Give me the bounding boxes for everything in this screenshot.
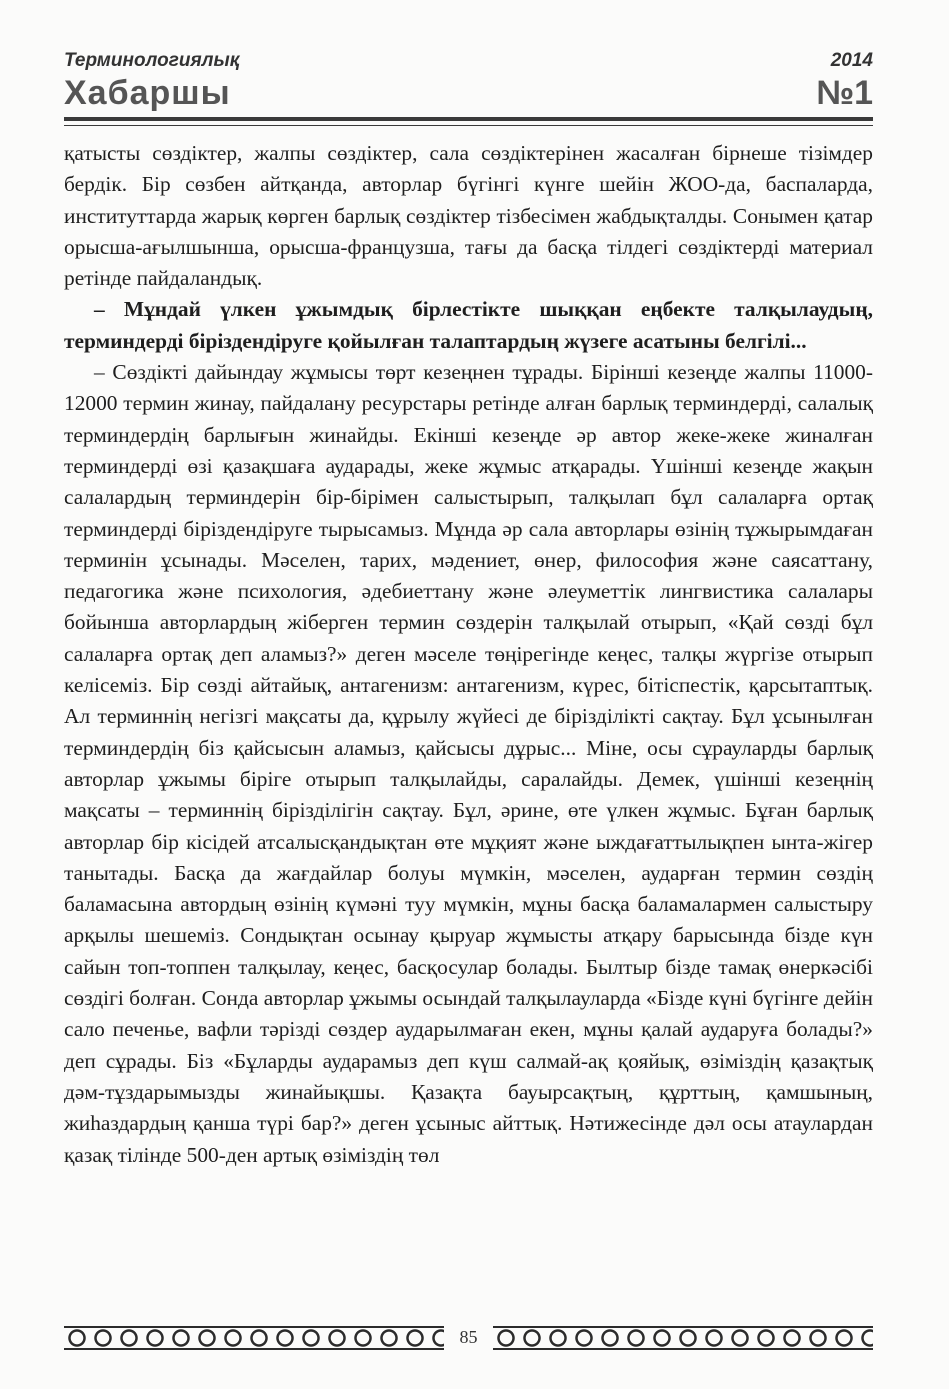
issue-number: №1 [816,74,873,112]
footer-ornament-left [64,1325,444,1351]
footer-ornament-right [493,1325,873,1351]
paragraph-question: – Мұндай үлкен ұжымдық бірлестікте шыққан еңбекте талқылаудың, терминдерді біріздендіруге қойылған талаптардың жүзеге асатыны белгілі... [64,297,873,353]
journal-title-line1: Терминологиялық [64,50,240,71]
journal-title-line2: Хабаршы [64,74,231,112]
header-rule-thin [64,125,873,126]
page-footer [64,1325,873,1351]
article-body [64,138,873,1171]
header-rule-thick [64,117,873,121]
page-header [64,44,873,124]
paragraph-answer: – Сөздікті дайындау жұмысы төрт кезеңнен тұрады. Бірінші кезеңде жалпы 11000-12000 термин жинау, пайдалану ресурстары ретінде алған барлық терминдерді, салалық терминдердің барлығын жинайды. Екінші кезеңде әр автор жеке-жеке жиналған терминдерді өзі қазақшаға аударады, жеке жұмыс атқарады. Үшінші кезеңде жақын салалардың терминдерін бір-бірімен салыстырып, талқылап бұл салаларға ортақ терминдерді біріздендіруге тырысамыз. Мұнда әр сала авторлары өзінің тұжырымдаған терминін ұсынады. Мәселен, тарих, мәдениет, өнер, философия және саясаттану, педагогика және психология, әдебиеттану және әлеуметтік лингвистика салалары бойынша авторлардың жіберген термин сөздерін талқылай отырып, «Қай сөзді бұл салаларға ортақ деп аламыз?» деген мәселе төңірегінде кеңес, талқы жүргізе отырып келісеміз. Бір сөзді айтайық, антагенизм: антагенизм, күрес, бітіспестік, қарсытаптық. Ал терминнің негізгі мақсаты да, құрылу жүйесі де бірізділікті сақтау. Бұл ұсынылған терминдердің біз қайсысын аламыз, қайсысы дұрыс... Міне, осы сұрауларды барлық авторлар ұжымы біріге отырып талқылайды, саралайды. Демек, үшінші кезеңнің мақсаты – терминнің біріздiлігін сақтау. Бұл, әрине, өте үлкен жұмыс. Бұған барлық авторлар бір кісідей атсалысқандықтан өте мұқият және ыждағаттылықпен ынта-жігер танытады. Басқа да жағдайлар болуы мүмкін, мәселен, аударған термин сөздің баламасына автордың өзінің күмәні туу мүмкін, мұны басқа баламалармен салыстыру арқылы шешеміз. Сондықтан осынау қыруар жұмысты атқару барысында бізде күн сайын топ-топпен талқылау, кеңес, басқосулар болады. Былтыр бізде тамақ өнеркәсібі сөздігі болған. Сонда авторлар ұжымы осындай талқылауларда «Бізде күні бүгінге дейін сало печенье, вафли тәрізді сөздер аударылмаған екен, мұны қалай аударуға болады?» деп сұрады. Біз «Бұларды аударамыз деп күш салмай-ақ қояйық, өзіміздің қазақтық дәм-тұздарымызды жинайықшы. Қазақта бауырсақтың, құрттың, қамшының, жиһаздардың қанша түрі бар?» деген ұсыныс айттық. Нәтижесінде дәл осы атаулардан қазақ тілінде 500-ден артық өзіміздің төл [64,360,873,1167]
page-number: 85 [454,1327,484,1348]
paragraph-continuation: қатысты сөздіктер, жалпы сөздіктер, сала сөздіктерінен жасалған бірнеше тізімдер бердік. Бір сөзбен айтқанда, авторлар бүгінгі күнге шейін ЖОО-да, баспаларда, институттарда жарық көрген барлық сөздіктер тізбесімен жабдықталды. Сонымен қатар орысша-ағылшынша, орысша-французша, тағы да басқа тілдегі сөздіктерді материал ретінде пайдаландық. [64,141,873,291]
issue-year: 2014 [830,50,873,71]
